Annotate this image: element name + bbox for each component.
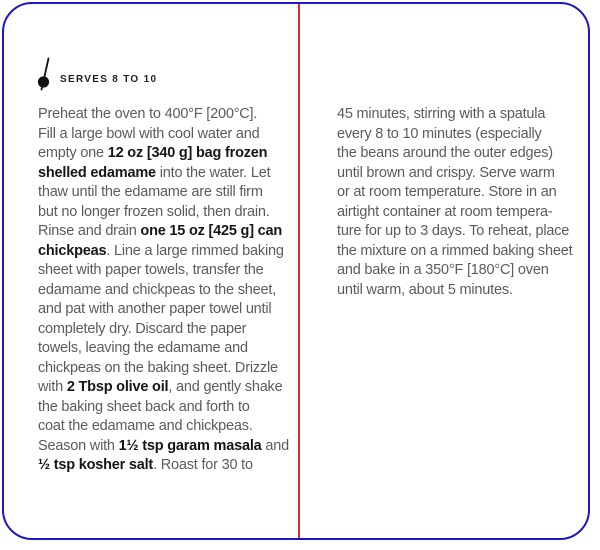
left-column	[38, 105, 293, 476]
ingredient-highlight: one 15 oz [425 g] can	[140, 223, 283, 239]
recipe-text: the baking sheet back and forth to	[38, 398, 250, 415]
recipe-line	[38, 417, 293, 437]
recipe-line	[337, 183, 587, 203]
recipe-text: into the water. Let	[155, 164, 271, 181]
recipe-text: . Line a large rimmed baking	[106, 242, 284, 259]
recipe-text: , and gently shake	[168, 379, 283, 395]
ingredient-highlight: 2 Tbsp olive oil	[66, 379, 169, 395]
recipe-text: 45 minutes, stirring with a spatula	[337, 106, 546, 122]
recipe-text: Preheat the oven to 400°F [200°C].	[38, 106, 258, 122]
recipe-line	[337, 144, 587, 164]
recipe-line	[38, 203, 293, 223]
recipe-text: empty one	[38, 145, 108, 161]
recipe-text: sheet with paper towels, transfer the	[38, 262, 264, 278]
recipe-text: . Roast for 30 to	[153, 457, 253, 473]
recipe-text: the mixture on a rimmed baking sheet	[337, 242, 573, 259]
serves-row	[37, 57, 157, 91]
recipe-line	[337, 203, 587, 223]
recipe-line	[38, 261, 293, 281]
recipe-line	[38, 359, 293, 379]
recipe-line	[38, 281, 293, 301]
ingredient-highlight: ½ tsp kosher salt	[38, 457, 154, 473]
recipe-text: until warm, about 5 minutes.	[337, 281, 513, 298]
recipe-line	[38, 144, 293, 164]
recipe-line	[337, 281, 587, 301]
recipe-text: every 8 to 10 minutes (especially	[337, 125, 542, 142]
recipe-text: airtight container at room tempera-	[337, 203, 553, 220]
recipe-line	[38, 125, 293, 145]
recipe-line	[337, 222, 587, 242]
recipe-text: Fill a large bowl with cool water and	[38, 125, 260, 142]
recipe-text: thaw until the edamame are still firm	[38, 184, 263, 200]
serves-label: SERVES 8 TO 10	[60, 74, 158, 85]
recipe-text: completely dry. Discard the paper	[38, 320, 247, 337]
recipe-line	[38, 456, 293, 476]
recipe-line	[38, 437, 293, 457]
recipe-text: and pat with another paper towel until	[38, 301, 272, 317]
recipe-line	[337, 261, 587, 281]
recipe-line	[337, 125, 587, 145]
recipe-line	[337, 242, 587, 262]
recipe-line	[337, 164, 587, 184]
recipe-line	[38, 398, 293, 418]
cocktail-pick-icon	[37, 57, 52, 91]
recipe-line	[38, 339, 293, 359]
recipe-line	[38, 242, 293, 262]
recipe-text: the beans around the outer edges)	[337, 145, 553, 161]
ingredient-highlight: 12 oz [340 g] bag frozen	[107, 145, 268, 161]
recipe-line	[38, 378, 293, 398]
recipe-text: edamame and chickpeas to the sheet,	[38, 281, 277, 298]
ingredient-highlight: shelled edamame	[38, 164, 156, 181]
recipe-line	[38, 183, 293, 203]
ingredient-highlight: 1½ tsp garam masala	[118, 437, 262, 454]
recipe-line	[38, 164, 293, 184]
ingredient-highlight: chickpeas	[38, 242, 107, 259]
recipe-line	[38, 300, 293, 320]
recipe-text: towels, leaving the edamame and	[38, 340, 248, 356]
recipe-line	[38, 320, 293, 340]
recipe-line	[337, 105, 587, 125]
recipe-text: chickpeas on the baking sheet. Drizzle	[38, 359, 278, 376]
recipe-text: and	[261, 437, 289, 454]
recipe-line	[38, 222, 293, 242]
right-column	[337, 105, 587, 300]
recipe-text: until brown and crispy. Serve warm	[337, 164, 555, 181]
column-divider	[298, 4, 300, 538]
recipe-text: Season with	[38, 437, 119, 454]
recipe-text: but no longer frozen solid, then drain.	[38, 203, 270, 220]
recipe-line	[38, 105, 293, 125]
recipe-text: and bake in a 350°F [180°C] oven	[337, 262, 549, 278]
recipe-text: ture for up to 3 days. To reheat, place	[337, 223, 570, 239]
recipe-text: coat the edamame and chickpeas.	[38, 418, 253, 434]
recipe-text: Rinse and drain	[38, 223, 141, 239]
recipe-text: or at room temperature. Store in an	[337, 184, 557, 200]
recipe-text: with	[38, 379, 67, 395]
